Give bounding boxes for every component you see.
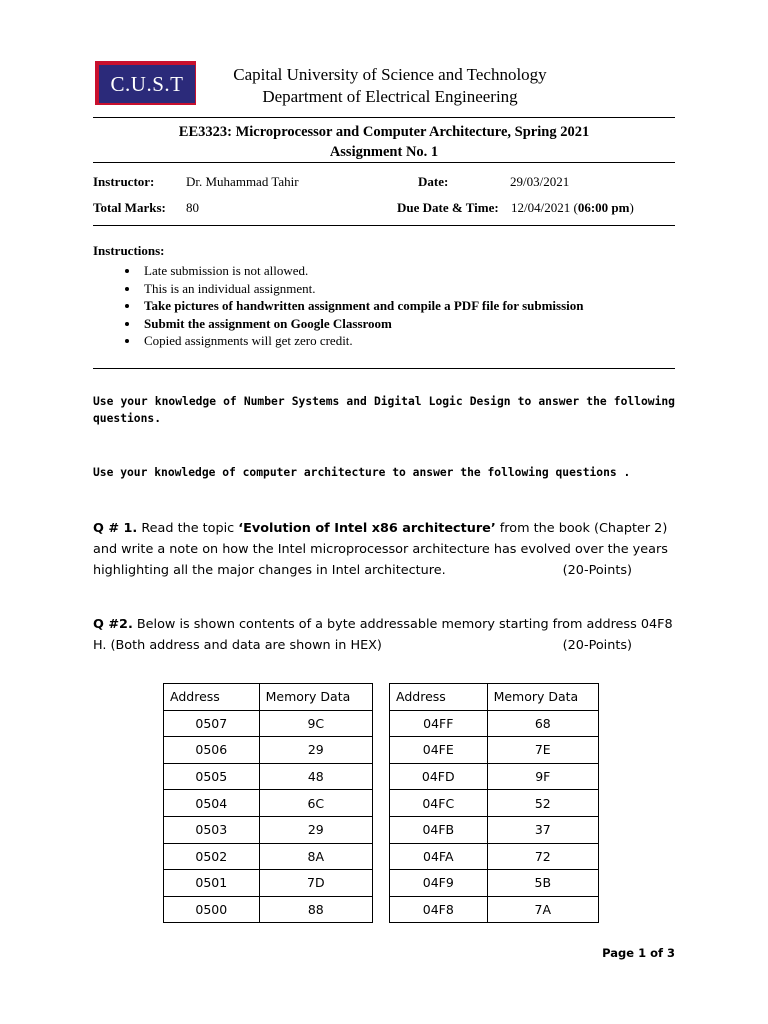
instructor-value: Dr. Muhammad Tahir (186, 174, 299, 189)
table-row (164, 710, 373, 737)
university-name: Capital University of Science and Technology (233, 65, 547, 84)
question-2 (93, 614, 678, 656)
address-cell: 0503 (164, 816, 260, 843)
page-number: Page 1 of 3 (602, 946, 675, 960)
instructor-label: Instructor: (93, 174, 155, 189)
data-cell: 29 (259, 737, 372, 764)
paragraph-number-systems: Use your knowledge of Number Systems and Digital Logic Design to answer the following questions. (93, 395, 675, 425)
address-cell: 04FA (390, 843, 488, 870)
due-label: Due Date & Time: (397, 200, 499, 215)
table-row (164, 790, 373, 817)
table-row (390, 870, 599, 897)
question-1 (93, 518, 678, 581)
due-value: 12/04/2021 (06:00 pm) (511, 200, 634, 215)
due-time: 06:00 pm (577, 200, 630, 215)
list-item: • Submit the assignment on Google Classroom (140, 315, 700, 333)
question-1-number: Q # 1. (93, 521, 138, 536)
data-cell: 9C (259, 710, 372, 737)
marks-label: Total Marks: (93, 200, 166, 215)
memory-table-right (389, 683, 599, 923)
data-cell: 68 (487, 710, 598, 737)
data-cell: 52 (487, 790, 598, 817)
address-cell: 0505 (164, 763, 260, 790)
table-header-row (390, 684, 599, 711)
data-cell: 72 (487, 843, 598, 870)
table-row (164, 870, 373, 897)
divider-instructions (93, 368, 675, 369)
table-header-row (164, 684, 373, 711)
marks-value: 80 (186, 200, 199, 215)
logo-text: C.U.S.T (99, 65, 195, 103)
question-2-number: Q #2. (93, 617, 133, 632)
table-row (164, 843, 373, 870)
data-cell: 6C (259, 790, 372, 817)
list-item: • Late submission is not allowed. (140, 262, 700, 280)
address-cell: 04FD (390, 763, 488, 790)
address-cell: 0504 (164, 790, 260, 817)
due-date: 12/04/2021 (511, 200, 571, 215)
table-row (390, 737, 599, 764)
table-row (390, 816, 599, 843)
column-header-memory-data: Memory Data (487, 684, 598, 711)
divider-info (93, 225, 675, 226)
department-name: Department of Electrical Engineering (262, 87, 518, 106)
address-cell: 0506 (164, 737, 260, 764)
question-2-text: Below is shown contents of a byte addressable memory starting from address 04F8 H. (Both address and data are shown in HEX) (93, 617, 673, 653)
table-row (164, 816, 373, 843)
data-cell: 29 (259, 816, 372, 843)
question-1-pre: Read the topic (137, 521, 239, 536)
address-cell: 04FE (390, 737, 488, 764)
address-cell: 0507 (164, 710, 260, 737)
address-cell: 04FF (390, 710, 488, 737)
divider-course (93, 162, 675, 163)
data-cell: 7A (487, 896, 598, 923)
instructions-title: Instructions: (93, 243, 165, 258)
data-cell: 9F (487, 763, 598, 790)
question-1-points: (20-Points) (562, 563, 632, 578)
table-row (390, 763, 599, 790)
address-cell: 0500 (164, 896, 260, 923)
table-row (390, 710, 599, 737)
data-cell: 7D (259, 870, 372, 897)
table-row (390, 843, 599, 870)
data-cell: 7E (487, 737, 598, 764)
university-logo (95, 61, 196, 105)
table-row (390, 790, 599, 817)
instructions-list (93, 262, 700, 350)
list-item: • Copied assignments will get zero credit. (140, 332, 700, 350)
date-label: Date: (418, 174, 449, 189)
address-cell: 0501 (164, 870, 260, 897)
paragraph-architecture: Use your knowledge of computer architecture to answer the following questions . (93, 466, 631, 479)
data-cell: 8A (259, 843, 372, 870)
question-1-topic: ‘Evolution of Intel x86 architecture’ (238, 521, 496, 536)
table-row (164, 763, 373, 790)
list-item: • Take pictures of handwritten assignment and compile a PDF file for submission (140, 297, 700, 315)
memory-table-left (163, 683, 373, 923)
table-row (390, 896, 599, 923)
list-item: • This is an individual assignment. (140, 280, 700, 298)
address-cell: 04FB (390, 816, 488, 843)
question-2-points: (20-Points) (562, 638, 632, 653)
column-header-memory-data: Memory Data (259, 684, 372, 711)
address-cell: 04F8 (390, 896, 488, 923)
header-block (205, 64, 575, 108)
course-title: EE3323: Microprocessor and Computer Architecture, Spring 2021 (178, 124, 590, 140)
data-cell: 5B (487, 870, 598, 897)
divider-top (93, 117, 675, 118)
address-cell: 04FC (390, 790, 488, 817)
course-block (93, 122, 675, 162)
data-cell: 37 (487, 816, 598, 843)
address-cell: 0502 (164, 843, 260, 870)
address-cell: 04F9 (390, 870, 488, 897)
table-row (164, 737, 373, 764)
date-value: 29/03/2021 (510, 174, 570, 189)
question-1-post: from the book (Chapter 2) and write a note on how the Intel microprocessor architecture has evolved over the years highlighting all the major changes in Intel architecture. (93, 521, 668, 578)
column-header-address: Address (164, 684, 260, 711)
data-cell: 88 (259, 896, 372, 923)
assignment-title: Assignment No. 1 (329, 144, 439, 160)
data-cell: 48 (259, 763, 372, 790)
column-header-address: Address (390, 684, 488, 711)
table-row (164, 896, 373, 923)
